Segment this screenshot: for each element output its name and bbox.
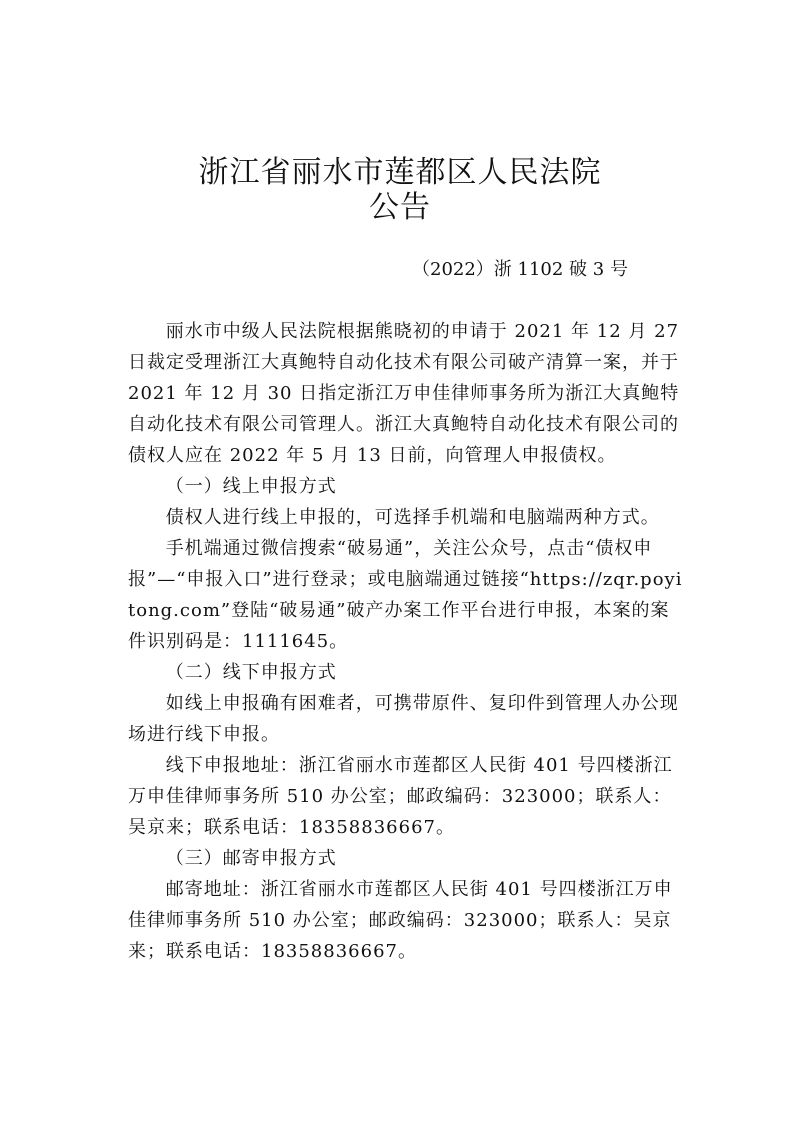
section-heading-mail: （三）邮寄申报方式	[165, 848, 337, 869]
section-heading-online: （一）线上申报方式	[165, 476, 337, 497]
offline-address-paragraph: 线下申报地址：浙江省丽水市莲都区人民街 401 号四楼浙江万申佳律师事务所 510 办公室；邮政编码：323000；联系人：吴京来；联系电话：18358836667。	[128, 755, 673, 838]
court-title: 浙江省丽水市莲都区人民法院	[198, 155, 602, 190]
mail-address-paragraph: 邮寄地址：浙江省丽水市莲都区人民街 401 号四楼浙江万申佳律师事务所 510 办公室；邮政编码：323000；联系人：吴京来；联系电话：18358836667。	[128, 879, 673, 962]
online-paragraph: 债权人进行线上申报的，可选择手机端和电脑端两种方式。	[165, 507, 660, 528]
section-heading-offline: （二）线下申报方式	[165, 662, 337, 683]
case-number: （2022）浙 1102 破 3 号	[412, 259, 628, 280]
intro-paragraph: 丽水市中级人民法院根据熊晓初的申请于 2021 年 12 月 27 日裁定受理浙江大真鲍特自动化技术有限公司破产清算一案，并于 2021 年 12 月 30 日指定浙江万申佳律师事务所为浙江大真鲍特自动化技术有限公司管理人。浙江大真鲍特自动化技术有限公司的债权人应在 2022 年 5 月 13 日前，向管理人申报债权。	[128, 321, 680, 466]
offline-paragraph: 如线上申报确有困难者，可携带原件、复印件到管理人办公现场进行线下申报。	[128, 693, 679, 745]
online-instructions-paragraph: 手机端通过微信搜索“破易通”，关注公众号，点击“债权申报”—“申报入口”进行登录；或电脑端通过链接“https://zqr.poyitong.com”登陆“破易通”破产办案工作平台进行申报，本案的案件识别码是：1111645。	[128, 538, 683, 652]
announcement-body	[128, 316, 684, 967]
document-type-title: 公告	[369, 190, 431, 225]
